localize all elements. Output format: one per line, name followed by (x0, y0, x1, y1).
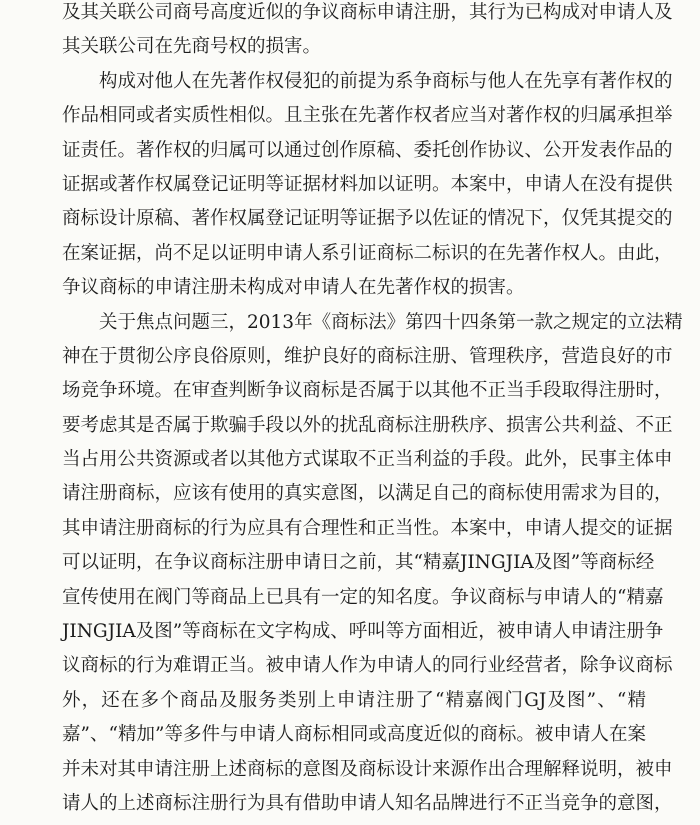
text-line: 请人的上述商标注册行为具有借助申请人知名品牌进行不正当竞争的意图， (62, 792, 673, 814)
text-line: 神在于贯彻公序良俗原则，维护良好的商标注册、管理秩序，营造良好的市 (62, 345, 673, 367)
text-line: 作品相同或者实质性相似。且主张在先著作权者应当对著作权的归属承担举 (62, 105, 673, 127)
text-line: 要考虑其是否属于欺骗手段以外的扰乱商标注册秩序、损害公共利益、不正 (62, 414, 673, 436)
text-line: 并未对其申请注册上述商标的意图及商标设计来源作出合理解释说明，被申 (62, 758, 673, 780)
text-line: 请注册商标，应该有使用的真实意图，以满足自己的商标使用需求为目的， (62, 483, 673, 505)
text-line: JINGJIA及图”等商标在文字构成、呼叫等方面相近，被申请人申请注册争 (62, 621, 664, 643)
text-line: 可以证明，在争议商标注册申请日之前，其“精嘉JINGJIA及图”等商标经 (62, 552, 655, 574)
text-line: 宣传使用在阀门等商品上已具有一定的知名度。争议商标与申请人的“精嘉 (62, 586, 664, 608)
text-line: 争议商标的申请注册未构成对申请人在先著作权的损害。 (62, 277, 525, 299)
text-line: 场竞争环境。在审查判断争议商标是否属于以其他不正当手段取得注册时， (62, 380, 673, 402)
text-line: 及其关联公司商号高度近似的争议商标申请注册，其行为已构成对申请人及 (62, 2, 673, 23)
text-line: 议商标的行为难谓正当。被申请人作为申请人的同行业经营者，除争议商标 (62, 655, 673, 677)
text-line: 嘉”、“精加”等多件与申请人商标相同或高度近似的商标。被申请人在案 (62, 724, 646, 746)
text-line: 构成对他人在先著作权侵犯的前提为系争商标与他人在先享有著作权的 (99, 70, 673, 92)
text-line: 其申请注册商标的行为应具有合理性和正当性。本案中，申请人提交的证据 (62, 517, 673, 539)
text-line: 外，还在多个商品及服务类别上申请注册了“精嘉阀门GJ及图”、“精 (62, 689, 646, 711)
text-line: 关于焦点问题三，2013年《商标法》第四十四条第一款之规定的立法精 (99, 311, 683, 333)
text-line: 商标设计原稿、著作权属登记证明等证据予以佐证的情况下，仅凭其提交的 (62, 208, 673, 230)
text-line: 证责任。著作权的归属可以通过创作原稿、委托创作协议、公开发表作品的 (62, 139, 673, 161)
text-line: 其关联公司在先商号权的损害。 (62, 36, 322, 58)
text-line: 证据或著作权属登记证明等证据材料加以证明。本案中，申请人在没有提供 (62, 173, 673, 195)
text-line: 当占用公共资源或者以其他方式谋取不正当利益的手段。此外，民事主体申 (62, 449, 673, 471)
text-line: 在案证据，尚不足以证明申请人系引证商标二标识的在先著作权人。由此， (62, 242, 673, 264)
